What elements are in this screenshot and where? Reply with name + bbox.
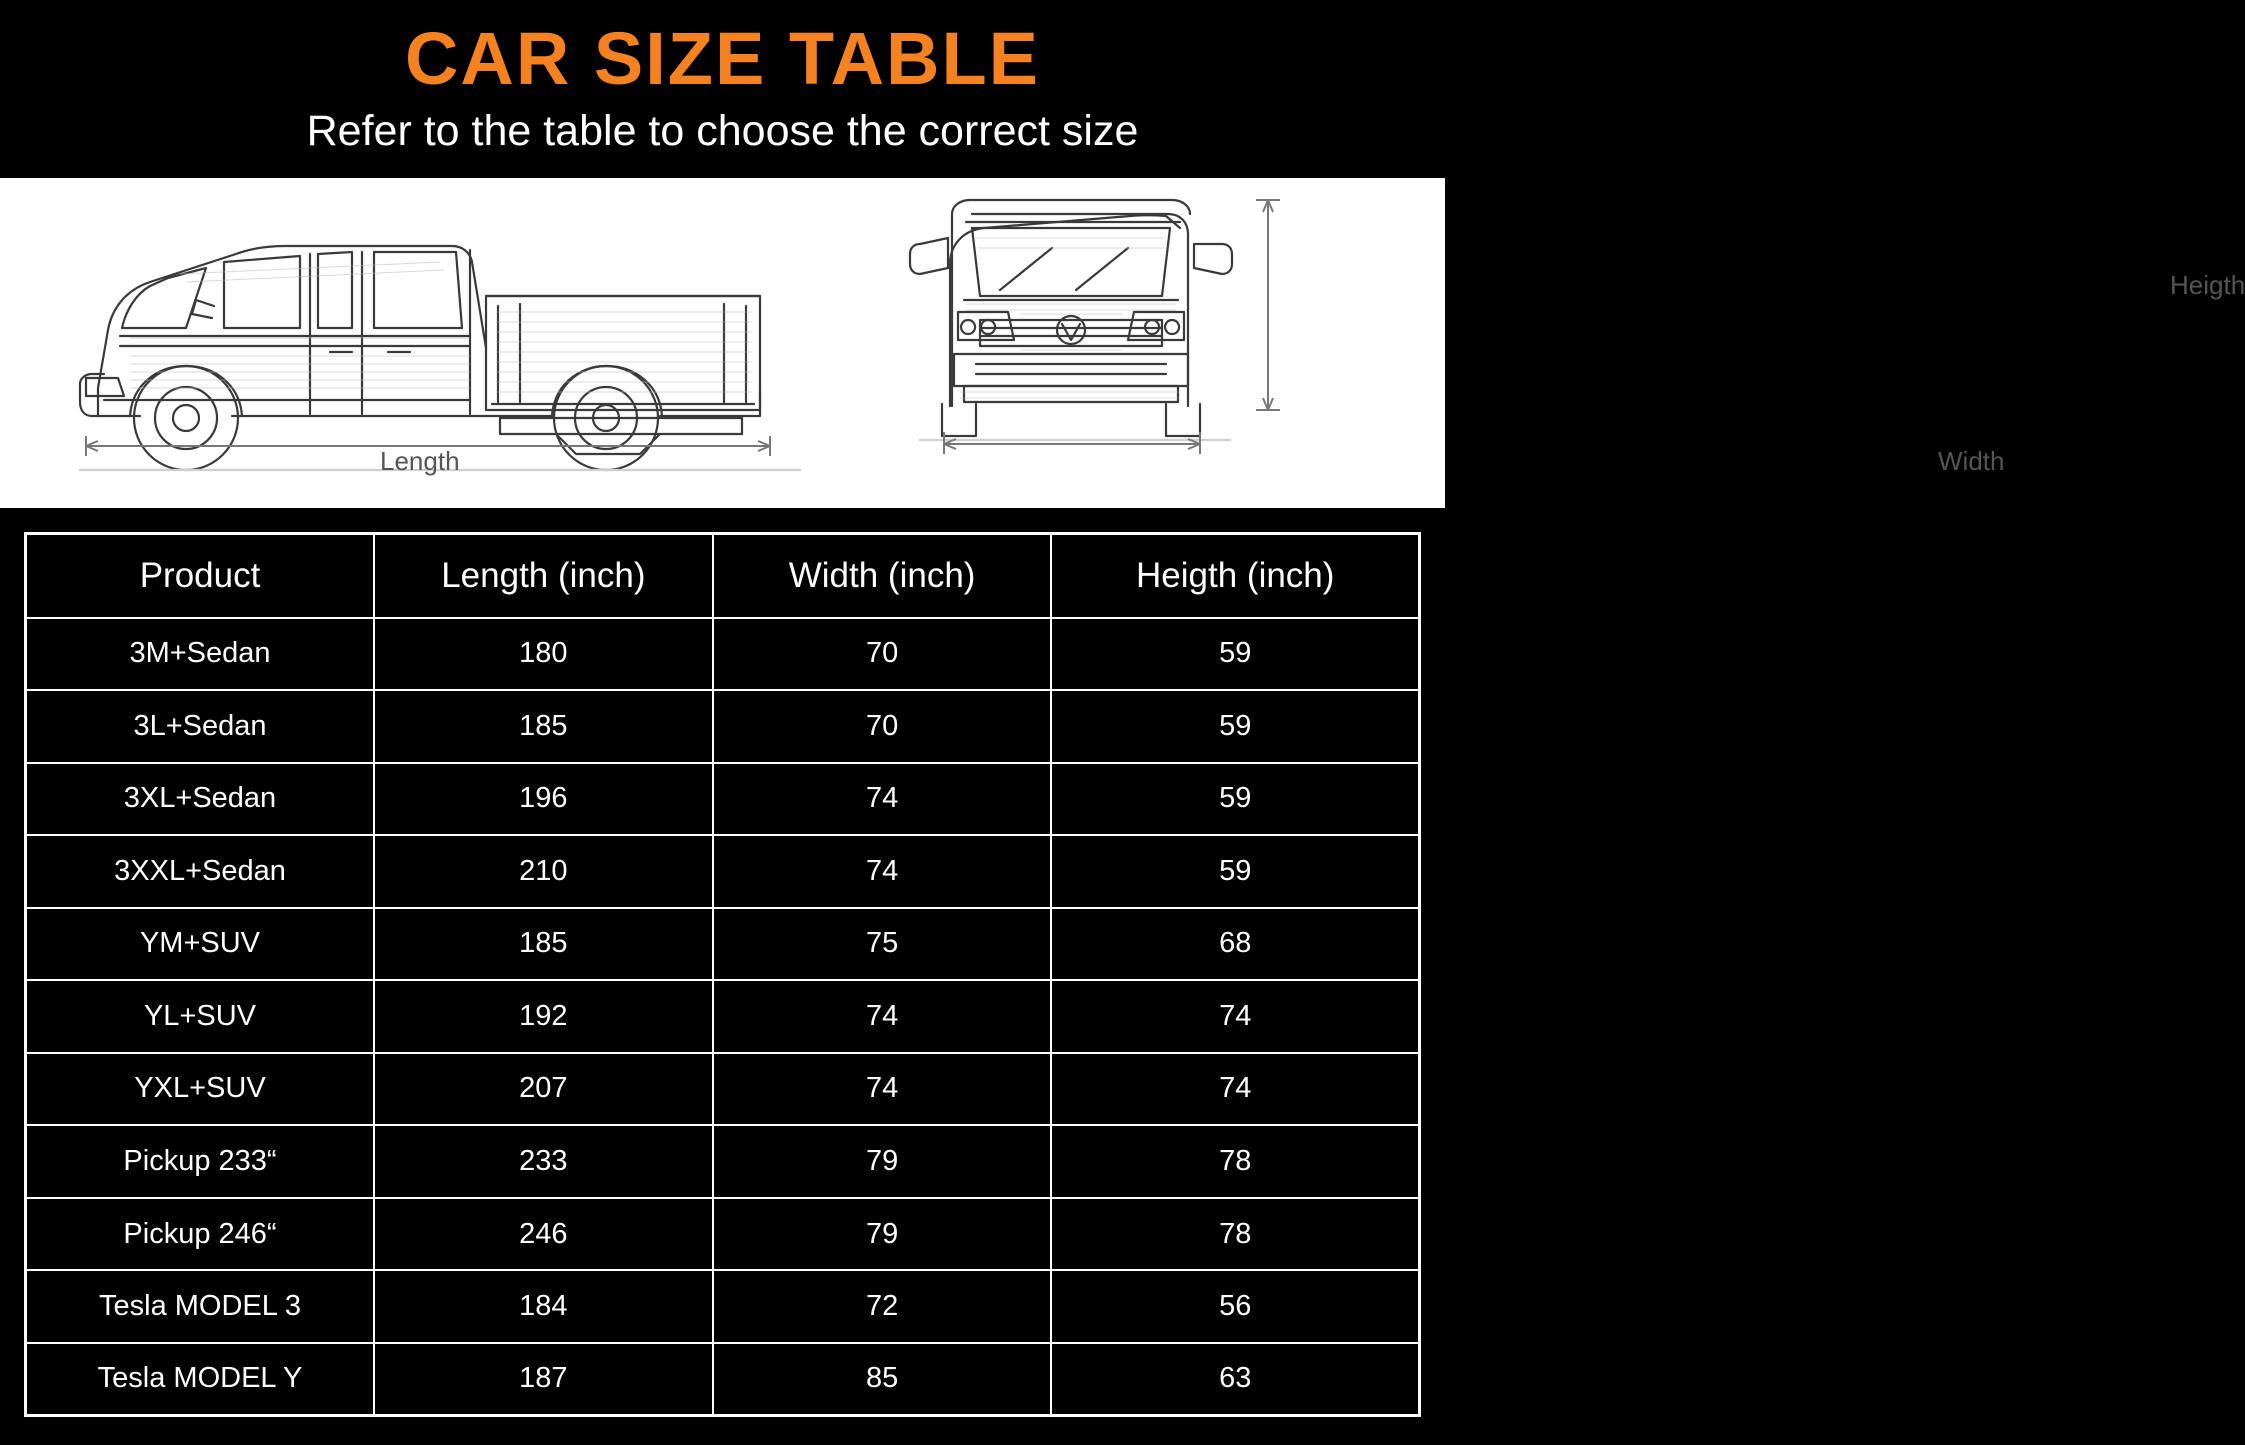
cell-product: Pickup 233“: [26, 1125, 375, 1198]
cell-product: 3L+Sedan: [26, 690, 375, 763]
column-header-width: Width (inch): [713, 534, 1052, 618]
cell-length: 185: [374, 908, 713, 981]
cell-length: 207: [374, 1053, 713, 1126]
cell-width: 72: [713, 1270, 1052, 1343]
cell-length: 185: [374, 690, 713, 763]
cell-product: 3M+Sedan: [26, 618, 375, 691]
cell-width: 74: [713, 835, 1052, 908]
cell-length: 246: [374, 1198, 713, 1271]
cell-width: 74: [713, 763, 1052, 836]
cell-width: 70: [713, 618, 1052, 691]
cell-length: 187: [374, 1343, 713, 1416]
cell-height: 68: [1051, 908, 1419, 981]
table-row: [26, 618, 1420, 691]
cell-height: 63: [1051, 1343, 1419, 1416]
size-table-container: [0, 508, 1445, 1445]
height-dimension-label: Heigth: [2170, 270, 2245, 300]
cell-product: Tesla MODEL 3: [26, 1270, 375, 1343]
cell-product: Tesla MODEL Y: [26, 1343, 375, 1416]
cell-height: 74: [1051, 1053, 1419, 1126]
cell-product: Pickup 246“: [26, 1198, 375, 1271]
cell-product: 3XXL+Sedan: [26, 835, 375, 908]
table-row: [26, 1053, 1420, 1126]
column-header-product: Product: [26, 534, 375, 618]
table-row: [26, 1343, 1420, 1416]
table-body: [26, 618, 1420, 1416]
width-dimension-label: Width: [1938, 446, 2005, 476]
size-table: [24, 532, 1421, 1417]
cell-length: 180: [374, 618, 713, 691]
cell-width: 75: [713, 908, 1052, 981]
table-header-row: [26, 534, 1420, 618]
cell-product: YXL+SUV: [26, 1053, 375, 1126]
cell-height: 78: [1051, 1198, 1419, 1271]
cell-length: 192: [374, 980, 713, 1053]
cell-width: 79: [713, 1125, 1052, 1198]
side-view-panel: [0, 178, 880, 508]
cell-height: 56: [1051, 1270, 1419, 1343]
cell-product: YL+SUV: [26, 980, 375, 1053]
cell-length: 196: [374, 763, 713, 836]
cell-width: 74: [713, 1053, 1052, 1126]
page-title: CAR SIZE TABLE: [404, 17, 1041, 100]
cell-height: 74: [1051, 980, 1419, 1053]
cell-width: 85: [713, 1343, 1052, 1416]
height-dimension-arrow: [1256, 200, 1280, 410]
table-row: [26, 835, 1420, 908]
cell-height: 59: [1051, 763, 1419, 836]
cell-height: 78: [1051, 1125, 1419, 1198]
table-row: [26, 763, 1420, 836]
table-row: [26, 1125, 1420, 1198]
illustration-band: [0, 178, 2245, 508]
front-view-panel: [880, 178, 2245, 508]
cell-height: 59: [1051, 835, 1419, 908]
cell-length: 184: [374, 1270, 713, 1343]
cell-width: 79: [713, 1198, 1052, 1271]
header: [0, 0, 1445, 178]
page-subtitle: Refer to the table to choose the correct size: [306, 107, 1139, 155]
table-row: [26, 908, 1420, 981]
column-header-height: Heigth (inch): [1051, 534, 1419, 618]
cell-height: 59: [1051, 690, 1419, 763]
cell-length: 233: [374, 1125, 713, 1198]
pickup-truck-front-view: [880, 178, 1445, 508]
cell-height: 59: [1051, 618, 1419, 691]
table-row: [26, 1270, 1420, 1343]
cell-length: 210: [374, 835, 713, 908]
cell-product: 3XL+Sedan: [26, 763, 375, 836]
table-row: [26, 1198, 1420, 1271]
table-row: [26, 980, 1420, 1053]
width-dimension-arrow: [944, 432, 1200, 454]
cell-product: YM+SUV: [26, 908, 375, 981]
length-dimension-label: Length: [380, 446, 460, 476]
cell-width: 70: [713, 690, 1052, 763]
column-header-length: Length (inch): [374, 534, 713, 618]
cell-width: 74: [713, 980, 1052, 1053]
table-row: [26, 690, 1420, 763]
